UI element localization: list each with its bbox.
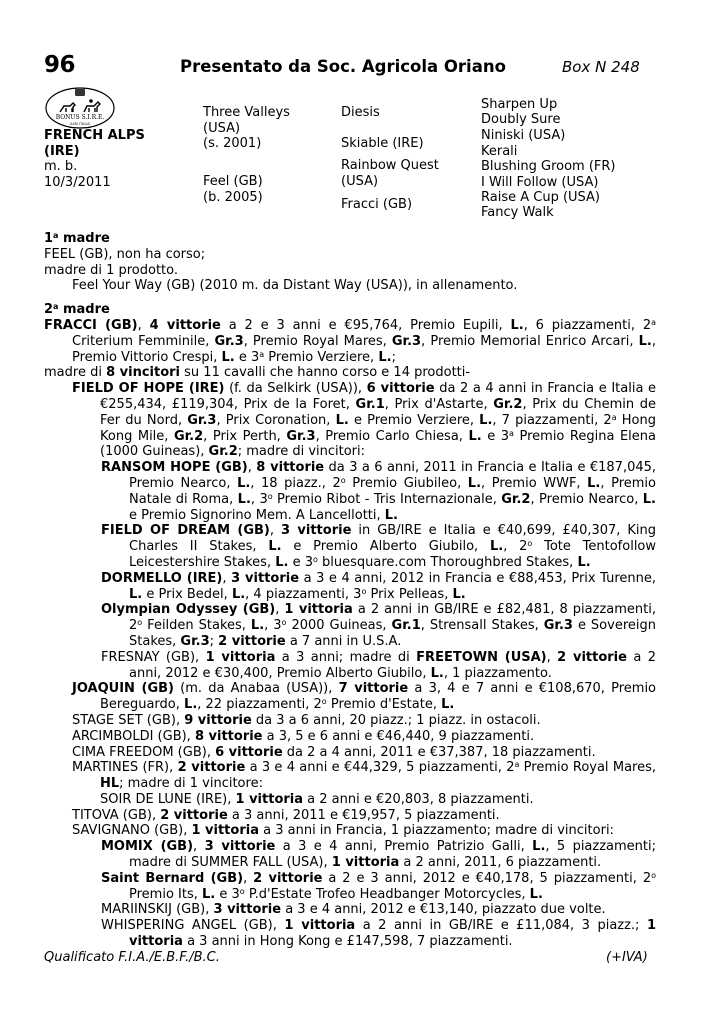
presenter-title: Presentato da Soc. Agricola Oriano (180, 57, 506, 76)
vat-footer: (+IVA) (606, 950, 648, 965)
first-dam-heading: 1$^a$ madre (44, 231, 110, 246)
pedigree-dd: Fracci (GB) (341, 197, 413, 212)
svg-text:ASSI ITALIA: ASSI ITALIA (70, 122, 90, 126)
horse-foaled: 10/3/2011 (44, 174, 111, 190)
horse-sex-color: m. b. (44, 159, 78, 175)
pedigree-sdd: Kerali (481, 144, 518, 159)
produce-arcimboldi: ARCIMBOLDI (GB), 8 vittorie a 3, 5 e 6 anni e €46,440, 9 piazzamenti. (72, 728, 535, 744)
pedigree-ddd: Fancy Walk (481, 205, 554, 220)
first-dam-produce: madre di 1 prodotto. (44, 262, 178, 278)
produce-field-of-hope: FIELD OF HOPE (IRE) (f. da Selkirk (USA)), 6 vittorie da 2 a 4 anni in Francia e Italia e €255,434, £119,304, Prix de la Foret, Gr.1, Prix d'Astarte, Gr.2, Prix du Chemin de Fer du Nord, Gr.3, Prix Coronation, L. e Premio Verziere, L., 7 piazzamenti, 2$^a$ Hong Kong Mile, Gr.2, Prix Perth, Gr.3, Premio Carlo Chiesa, L. e 3$^a$ Premio Regina Elena (1000 Guineas), Gr.2; madre di vincitori: (72, 381, 656, 460)
produce-cima-freedom: CIMA FREEDOM (GB), 6 vittorie da 2 a 4 anni, 2011 e €37,387, 18 piazzamenti. (72, 744, 596, 760)
produce-dormello: DORMELLO (IRE), 3 vittorie a 3 e 4 anni, 2012 in Francia e €88,453, Prix Turenne, L. e Prix Bedel, L., 4 piazzamenti, 3$^o$ Prix Pelleas, L. (101, 570, 657, 602)
pedigree-notes (44, 231, 656, 950)
second-dam-produce: madre di 8 vincitori su 11 cavalli che hanno corso e 14 prodotti- (44, 365, 471, 381)
produce-fresnay: FRESNAY (GB), 1 vittoria a 3 anni; madre di FREETOWN (USA), 2 vittorie a 2 anni, 2012 e €30,400, Premio Alberto Giubilo, L., 1 piazzamento. (101, 649, 656, 681)
produce-joaquin: JOAQUIN (GB) (m. da Anabaa (USA)), 7 vittorie a 3, 4 e 7 anni e €108,670, Premio Bereguardo, L., 22 piazzamenti, 2$^o$ Premio d'Estate, L. (72, 681, 657, 713)
box-number: Box N 248 (562, 58, 640, 76)
produce-soir-de-lune: SOIR DE LUNE (IRE), 1 vittoria a 2 anni e €20,803, 8 piazzamenti. (100, 791, 534, 807)
svg-text:BONUS S.I.R.E.: BONUS S.I.R.E. (55, 114, 105, 121)
produce-titova: TITOVA (GB), 2 vittorie a 3 anni, 2011 e €19,957, 5 piazzamenti. (72, 807, 500, 823)
pedigree-sire: Three Valleys (USA) (s. 2001) (203, 105, 290, 152)
produce-stage-set: STAGE SET (GB), 9 vittorie da 3 a 6 anni, 20 piazz.; 1 piazz. in ostacoli. (72, 712, 541, 728)
produce-field-of-dream: FIELD OF DREAM (GB), 3 vittorie in GB/IRE e Italia e €40,699, £40,307, King Charles II Stakes, L. e Premio Alberto Giubilo, L., 2$^o$ Tote Tentofollow Leicestershire Stakes, L. e 3$^o$ bluesquare.com Thoroughbred Stakes, L. (101, 523, 657, 570)
pedigree-sd: Skiable (IRE) (341, 136, 424, 151)
lot-number: 96 (44, 52, 76, 78)
pedigree-sds: Niniski (USA) (481, 128, 566, 143)
pedigree-ss: Diesis (341, 105, 380, 120)
pedigree-dss: Blushing Groom (FR) (481, 159, 616, 174)
pedigree-ds: Rainbow Quest (USA) (341, 158, 439, 189)
pedigree-dds: Raise A Cup (USA) (481, 190, 600, 205)
produce-saint-bernard: Saint Bernard (GB), 2 vittorie a 2 e 3 anni, 2012 e €40,178, 5 piazzamenti, 2$^o$ Premio Its, L. e 3$^o$ P.d'Estate Trofeo Headbanger Motorcycles, L. (101, 870, 656, 902)
first-dam-line: FEEL (GB), non ha corso; (44, 246, 206, 262)
pedigree-dsd: I Will Follow (USA) (481, 175, 599, 190)
qualification-footer: Qualificato F.I.A./E.B.F./B.C. (44, 950, 220, 965)
pedigree-dam: Feel (GB) (b. 2005) (203, 174, 263, 205)
horse-name: FRENCH ALPS (IRE) (44, 128, 145, 159)
second-dam-record: FRACCI (GB), 4 vittorie a 2 e 3 anni e €95,764, Premio Eupili, L., 6 piazzamenti, 2$^a$ Criterium Femminile, Gr.3, Premio Royal Mares, Gr.3, Premio Memorial Enrico Arcari, L., Premio Vittorio Crespi, L. e 3$^a$ Premio Verziere, L.; (44, 317, 657, 365)
produce-savignano: SAVIGNANO (GB), 1 vittoria a 3 anni in Francia, 1 piazzamento; madre di vincitori: (72, 823, 614, 839)
pedigree-sss: Sharpen Up (481, 97, 558, 112)
produce-whispering-angel: WHISPERING ANGEL (GB), 1 vittoria a 2 anni in GB/IRE e £11,084, 3 piazz.; 1 vittoria a 3 anni in Hong Kong e £147,598, 7 piazzamenti. (101, 918, 656, 950)
produce-olympian-odyssey: Olympian Odyssey (GB), 1 vittoria a 2 anni in GB/IRE e £82,481, 8 piazzamenti, 2$^o$ Feilden Stakes, L., 3$^o$ 2000 Guineas, Gr.1, Strensall Stakes, Gr.3 e Sovereign Stakes, Gr.3; 2 vittorie a 7 anni in U.S.A. (101, 602, 656, 649)
produce-martines: MARTINES (FR), 2 vittorie a 3 e 4 anni e €44,329, 5 piazzamenti, 2$^a$ Premio Royal Mares, HL; madre di 1 vincitore: (72, 760, 656, 792)
horse-info (44, 128, 169, 190)
produce-mariinskij: MARIINSKIJ (GB), 3 vittorie a 3 e 4 anni, 2012 e €13,140, piazzato due volte. (101, 902, 606, 918)
first-dam-foal: Feel Your Way (GB) (2010 m. da Distant Way (USA)), in allenamento. (72, 278, 518, 294)
second-dam-heading: 2$^a$ madre (44, 302, 110, 318)
produce-momix: MOMIX (GB), 3 vittorie a 3 e 4 anni, Premio Patrizio Galli, L., 5 piazzamenti; madre di SUMMER FALL (USA), 1 vittoria a 2 anni, 2011, 6 piazzamenti. (101, 839, 657, 871)
bonus-sire-logo (44, 86, 116, 130)
pedigree-ssd: Doubly Sure (481, 112, 561, 127)
produce-ransom-hope: RANSOM HOPE (GB), 8 vittorie da 3 a 6 anni, 2011 in Francia e Italia e €187,045, Premio Nearco, L., 18 piazz., 2$^o$ Premio Giubileo, L., Premio WWF, L., Premio Natale di Roma, L., 3$^o$ Premio Ribot - Tris Internazionale, Gr.2, Premio Nearco, L. e Premio Signorino Mem. A Lancellotti, L. (101, 460, 657, 523)
